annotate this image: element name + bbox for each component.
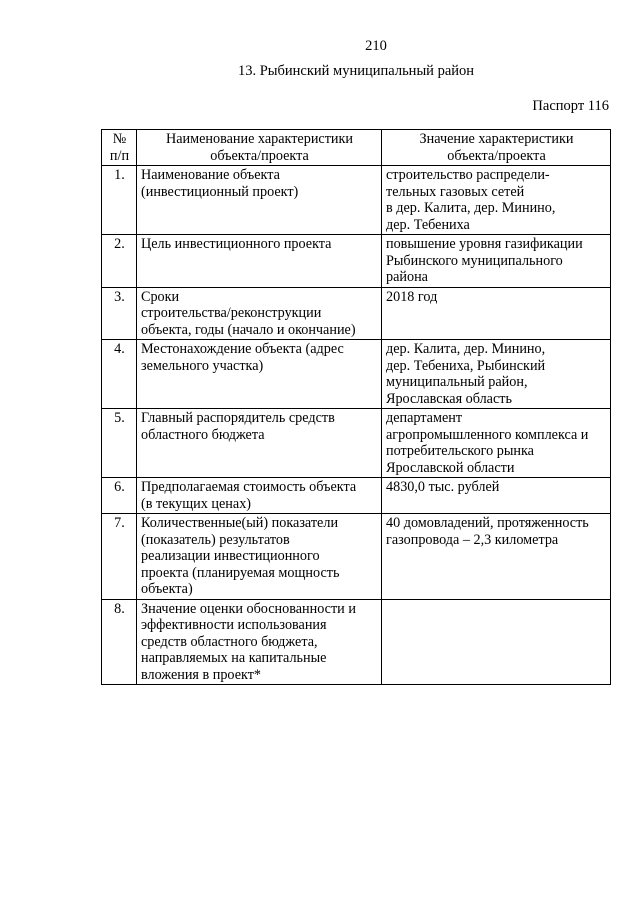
row-number: 4. xyxy=(102,340,137,409)
passport-label: Паспорт 116 xyxy=(532,98,609,114)
row-characteristic: Значение оценки обоснованности и эффективности использования средств областного бюджета, направляемых на капитальные вложения в проект* xyxy=(137,599,382,685)
table-row xyxy=(102,478,611,514)
row-characteristic: Местонахождение объекта (адрес земельного участка) xyxy=(137,340,382,409)
table-header-row xyxy=(102,130,611,166)
row-value: 4830,0 тыс. рублей xyxy=(382,478,611,514)
row-characteristic: Главный распорядитель средств областного бюджета xyxy=(137,409,382,478)
row-number: 2. xyxy=(102,235,137,288)
passport-table xyxy=(101,129,611,685)
row-characteristic: Сроки строительства/реконструкции объекта, годы (начало и окончание) xyxy=(137,287,382,340)
row-number: 5. xyxy=(102,409,137,478)
column-header-name: Наименование характеристики объекта/проекта xyxy=(137,130,382,166)
row-value xyxy=(382,599,611,685)
table-row xyxy=(102,166,611,235)
section-title: 13. Рыбинский муниципальный район xyxy=(237,63,475,79)
row-number: 1. xyxy=(102,166,137,235)
row-number: 7. xyxy=(102,514,137,600)
row-characteristic: Предполагаемая стоимость объекта (в текущих ценах) xyxy=(137,478,382,514)
row-value: повышение уровня газификации Рыбинского муниципального района xyxy=(382,235,611,288)
table-row xyxy=(102,340,611,409)
table-row xyxy=(102,287,611,340)
row-value: 40 домовладений, протяженность газопровода – 2,3 километра xyxy=(382,514,611,600)
column-header-number: № п/п xyxy=(102,130,137,166)
table-row xyxy=(102,599,611,685)
table-row xyxy=(102,235,611,288)
table-row xyxy=(102,514,611,600)
row-value: 2018 год xyxy=(382,287,611,340)
row-number: 3. xyxy=(102,287,137,340)
row-value: строительство распредели- тельных газовых сетей в дер. Калита, дер. Минино, дер. Тебениха xyxy=(382,166,611,235)
row-characteristic: Количественные(ый) показатели (показатель) результатов реализации инвестиционного проекта (планируемая мощность объекта) xyxy=(137,514,382,600)
row-value: дер. Калита, дер. Минино, дер. Тебениха, Рыбинский муниципальный район, Ярославская область xyxy=(382,340,611,409)
row-number: 8. xyxy=(102,599,137,685)
row-value: департамент агропромышленного комплекса и потребительского рынка Ярославской области xyxy=(382,409,611,478)
row-characteristic: Наименование объекта (инвестиционный проект) xyxy=(137,166,382,235)
row-characteristic: Цель инвестиционного проекта xyxy=(137,235,382,288)
table-row xyxy=(102,409,611,478)
row-number: 6. xyxy=(102,478,137,514)
column-header-value: Значение характеристики объекта/проекта xyxy=(382,130,611,166)
page-number: 210 xyxy=(365,38,387,54)
